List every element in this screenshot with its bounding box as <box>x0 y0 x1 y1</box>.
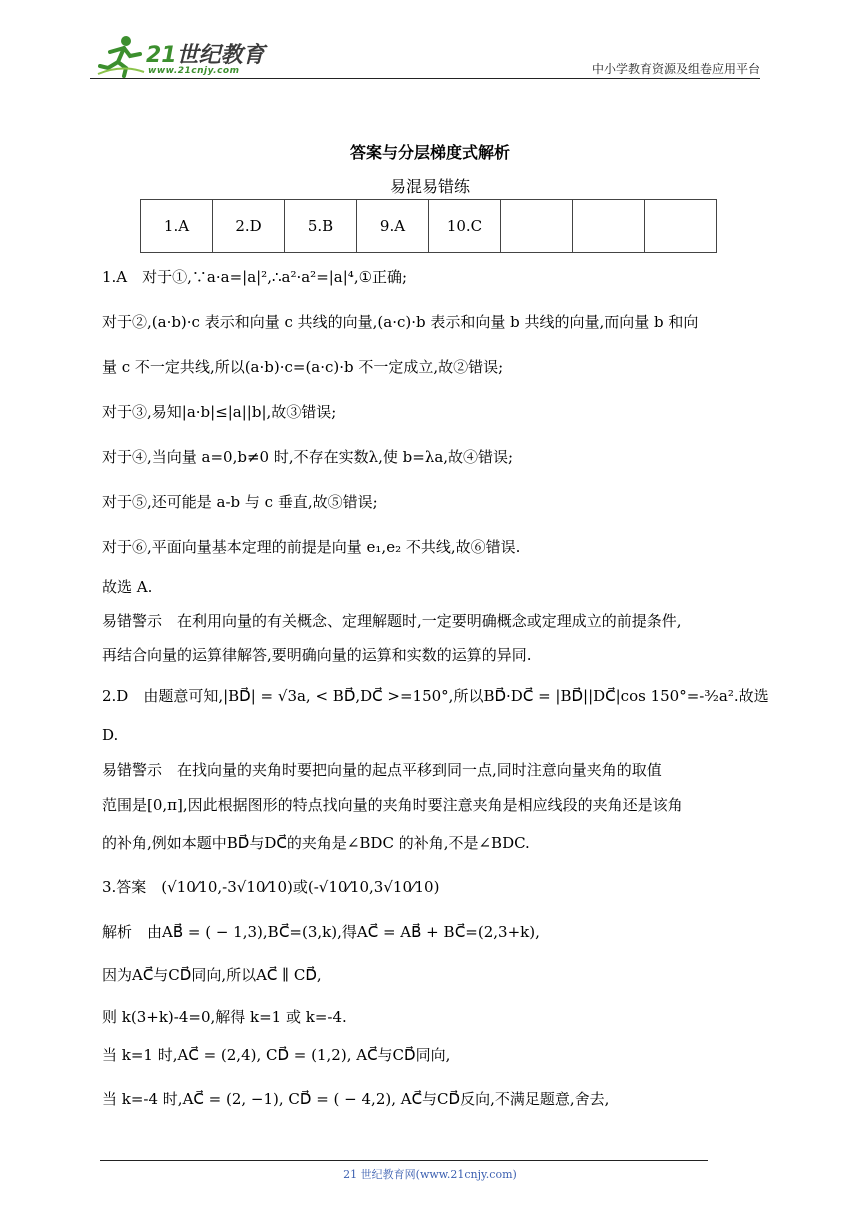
header-platform-text: 中小学教育资源及组卷应用平台 <box>591 62 760 76</box>
warning-note: 易错警示 在利用向量的有关概念、定理解题时,一定要明确概念或定理成立的前提条件, <box>102 612 682 630</box>
answer-line: 3.答案 (√10⁄10,-3√10⁄10)或(-√10⁄10,3√10⁄10) <box>102 878 440 896</box>
answer-cell <box>645 200 717 253</box>
solution-line: 对于⑥,平面向量基本定理的前提是向量 e₁,e₂ 不共线,故⑥错误. <box>102 538 521 556</box>
page-title: 答案与分层梯度式解析 <box>349 143 510 162</box>
answer-cell <box>501 200 573 253</box>
runner-logo-icon <box>96 34 146 78</box>
warning-note: 的补角,例如本题中BD⃗与DC⃗的夹角是∠BDC 的补角,不是∠BDC. <box>102 834 530 852</box>
solution-line: 故选 A. <box>102 578 153 596</box>
logo-url: www.21cnjy.com <box>148 66 240 76</box>
solution-line: 量 c 不一定共线,所以(a·b)·c=(a·c)·b 不一定成立,故②错误; <box>102 358 504 376</box>
solution-line: 对于②,(a·b)·c 表示和向量 c 共线的向量,(a·c)·b 表示和向量 b 共线的向量,而向量 b 和向 <box>102 313 699 331</box>
page-footer[interactable]: 21 世纪教育网(www.21cnjy.com) <box>343 1168 517 1181</box>
answer-table <box>140 199 717 253</box>
analysis-line: 当 k=-4 时,AC⃗ = (2, −1), CD⃗ = ( − 4,2), AC⃗与CD⃗反向,不满足题意,舍去, <box>102 1090 610 1108</box>
solution-line: 2.D 由题意可知,|BD⃗| = √3a, < BD⃗,DC⃗ >=150°,所以BD⃗·DC⃗ = |BD⃗||DC⃗|cos 150°=-³⁄₂a².故选 <box>102 687 769 705</box>
solution-line: 对于⑤,还可能是 a-b 与 c 垂直,故⑤错误; <box>102 493 378 511</box>
answer-cell: 10.C <box>429 200 501 253</box>
answer-cell: 2.D <box>213 200 285 253</box>
answer-row <box>141 200 717 253</box>
solution-line: 1.A 对于①,∵a·a=|a|²,∴a²·a²=|a|⁴,①正确; <box>102 268 408 286</box>
analysis-line: 当 k=1 时,AC⃗ = (2,4), CD⃗ = (1,2), AC⃗与CD⃗同向, <box>102 1046 451 1064</box>
solution-line: 对于④,当向量 a=0,b≠0 时,不存在实数λ,使 b=λa,故④错误; <box>102 448 514 466</box>
answer-cell: 5.B <box>285 200 357 253</box>
answer-cell: 1.A <box>141 200 213 253</box>
warning-note: 易错警示 在找向量的夹角时要把向量的起点平移到同一点,同时注意向量夹角的取值 <box>102 761 662 779</box>
section-subtitle: 易混易错练 <box>389 177 470 196</box>
analysis-line: 因为AC⃗与CD⃗同向,所以AC⃗ ∥ CD⃗, <box>102 966 322 984</box>
analysis-line: 则 k(3+k)-4=0,解得 k=1 或 k=-4. <box>102 1008 347 1026</box>
logo-number: 21 <box>146 43 177 68</box>
site-logo[interactable] <box>90 34 270 80</box>
footer-divider <box>100 1160 708 1161</box>
solution-line: 对于③,易知|a·b|≤|a||b|,故③错误; <box>102 403 337 421</box>
logo-wordmark <box>146 38 265 69</box>
header-divider <box>90 78 760 79</box>
answer-cell <box>573 200 645 253</box>
solution-line: D. <box>102 726 119 744</box>
analysis-line: 解析 由AB⃗ = ( − 1,3),BC⃗=(3,k),得AC⃗ = AB⃗ + BC⃗=(2,3+k), <box>102 923 540 941</box>
answer-cell: 9.A <box>357 200 429 253</box>
warning-note: 范围是[0,π],因此根据图形的特点找向量的夹角时要注意夹角是相应线段的夹角还是该角 <box>102 796 683 814</box>
logo-text: 世纪教育 <box>176 43 265 68</box>
page-header <box>90 30 760 80</box>
warning-note: 再结合向量的运算律解答,要明确向量的运算和实数的运算的异同. <box>102 646 532 664</box>
